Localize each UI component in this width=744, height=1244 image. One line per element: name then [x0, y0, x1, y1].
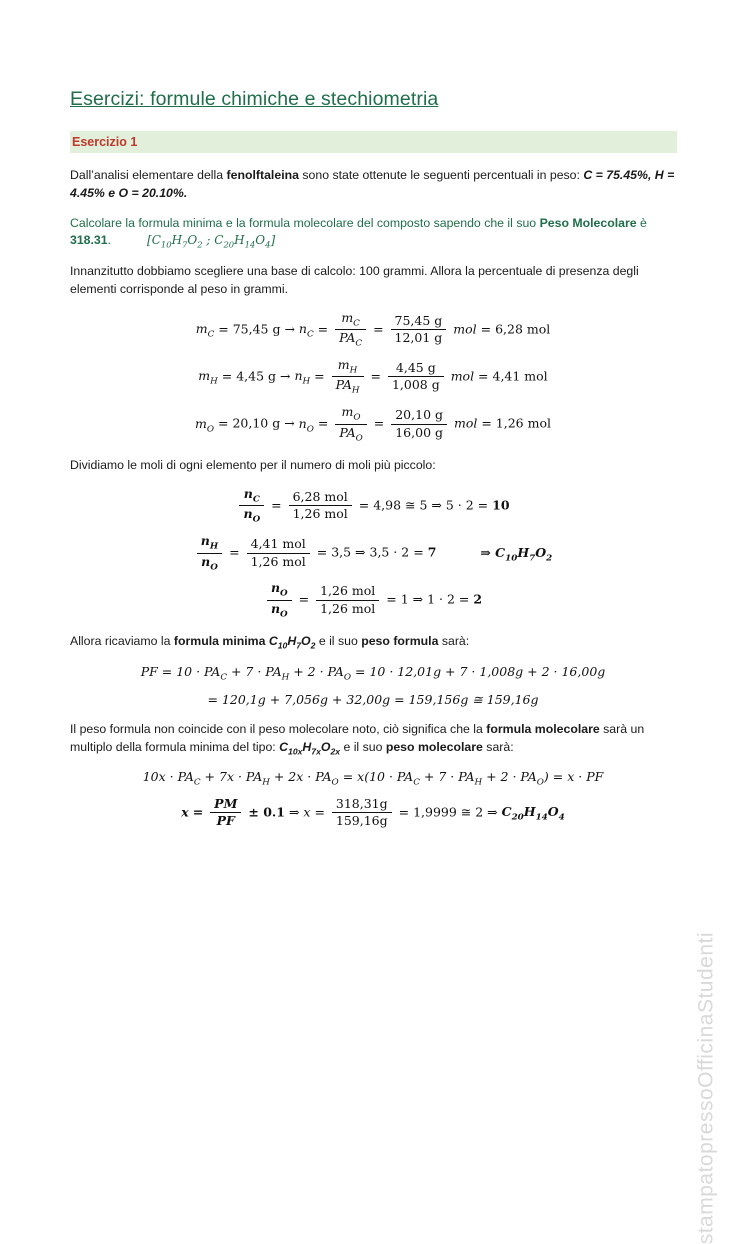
- ratio-note-h: ⇒ $C_{10}H_7O_2$: [480, 544, 553, 564]
- equation-pf-line1: PF = $10 \cdot PA_C + 7 \cdot PA_H + 2 \cdot PA_O = 10 \cdot 12,01g + 7 \cdot 1,008g + 2 \cdot 16,00g$: [140, 664, 606, 683]
- ratio-val-num-o: 1,26 mol: [316, 584, 379, 600]
- ratio-values-o: [316, 584, 379, 616]
- ratio-values-h: [247, 537, 310, 569]
- intro-text-1: Dall’analisi elementare della: [70, 168, 227, 182]
- molf-bold-peso-molecolare: peso molecolare: [385, 739, 483, 754]
- ratio-num-nh: $n_H$: [197, 534, 222, 554]
- equation-ratio-o: $\frac{n_O}{n_O}$ = $\frac{\text{1,26 mol}}{\text{1,26 mol}}$ = 1 ⇒ 1 · 2 = 2: [70, 581, 676, 619]
- x-tolerance: ± 0.1: [248, 804, 285, 820]
- molf-text-3: e il suo: [340, 739, 386, 754]
- eq-unit-c: mol: [453, 321, 477, 337]
- ratio-den-no: $n_O$: [243, 506, 261, 525]
- eq-frac-num-mo: $m_O$: [335, 405, 366, 425]
- paragraph-basis: Innanzitutto dobbiamo scegliere una base di calcolo: 100 grammi. Allora la percentuale di presenza degli elementi corrisponde al peso in grammi.: [70, 264, 639, 296]
- eq-unit-h: mol: [450, 368, 475, 384]
- x-value: 1,9999: [413, 804, 457, 820]
- mf-formula: $C_{10}H_7O_2$: [268, 634, 316, 651]
- ratio-result-h: 7: [427, 544, 437, 560]
- ratio-result-c: 10: [492, 497, 510, 513]
- intro-bold-fenolftaleina: fenolftaleina: [226, 168, 299, 182]
- paragraph-divide: Dividiamo le moli di ogni elemento per il numero di moli più piccolo:: [70, 458, 436, 473]
- question-bold-pm: Peso Molecolare: [539, 215, 637, 230]
- eq-num-c: 75,45 g: [391, 314, 447, 330]
- eq-result-o: 1,26 mol: [495, 415, 551, 431]
- equation-moles-c: $m_C = 75,45$ $g \to n_C$ = $\frac{m_C}{PA_C}$ = $\frac{75,45 g}{12,01 g}$ mol = 6,28 mol: [195, 309, 551, 349]
- x-den-pf: PF: [216, 813, 235, 829]
- paragraph-molecular-formula: [70, 721, 676, 758]
- ratio-values-c: [289, 490, 352, 522]
- ratio-den-no-2: $n_O$: [201, 553, 218, 573]
- equation-x-line1: $10x \cdot PA_C + 7x \cdot PA_H + 2x \cdot PA_O = x(10 \cdot PA_C + 7 \cdot PA_H + 2 \cdot PA_O) = x$ · PF: [142, 769, 604, 788]
- intro-percentages: C = 75.45%, H = 4.45% e O = 20.10%.: [70, 168, 675, 200]
- mf-text-1: Allora ricaviamo la: [70, 634, 174, 649]
- mf-bold-peso-formula: peso formula: [361, 634, 439, 649]
- x-approx: 2: [475, 804, 484, 820]
- eq-values-c: [391, 314, 447, 346]
- ratio-val-den-c: 1,26 mol: [292, 506, 348, 522]
- eq-den-c: 12,01 g: [394, 330, 443, 346]
- ratio-val-den-o: 1,26 mol: [320, 600, 376, 616]
- eq-num-h: 4,45 g: [388, 361, 444, 377]
- equation-group-moles: [70, 311, 676, 443]
- ratio-approx-h: 3,5 · 2 =: [369, 544, 424, 560]
- eq-mo-over-pao: [335, 405, 366, 443]
- x-symbol: x: [181, 804, 189, 820]
- x-num-pm: PM: [210, 797, 241, 813]
- eq-num-o: 20,10 g: [391, 408, 447, 424]
- eq-mc-symbol: $m_C$: [195, 321, 215, 340]
- mf-text-3: sarà:: [438, 634, 470, 649]
- x-val-den: 159,16g: [335, 813, 388, 829]
- eq-no-symbol: $n_O$: [298, 415, 314, 435]
- section-header: Esercizio 1: [70, 131, 677, 153]
- ratio-num-nc: $n_C$: [239, 487, 264, 507]
- question-text-3: .: [107, 233, 112, 248]
- eq-mh-symbol: $m_H$: [198, 368, 218, 387]
- molf-bold-formula-molecolare: formula molecolare: [486, 721, 600, 736]
- ratio-nh-no: [197, 534, 222, 572]
- eq-result-h: 4,41 mol: [492, 368, 548, 384]
- eq-mc-value: 75,45 g: [232, 321, 281, 337]
- equation-moles-h: $m_H = 4,45$ $g \to n_H$ = $\frac{m_H}{PA_H}$ = $\frac{4,45 g}{1,008 g}$ mol = 4,41 mol: [198, 356, 548, 396]
- equation-ratio-h: $\frac{n_H}{n_O}$ = $\frac{\text{4,41 mol}}{\text{1,26 mol}}$ = 3,5 ⇒ 3,5 · 2 = 7 ⇒ $C_{10}H_7O_2$: [70, 534, 676, 572]
- question-text-1: Calcolare la formula minima e la formula molecolare del composto sapendo che il suo: [70, 215, 540, 230]
- x-pm-over-pf: [210, 797, 241, 829]
- eq-mc-over-pac: [335, 311, 366, 349]
- answer-bracket: [$C_{10}H_7O_2$ ; $C_{20}H_{14}O_4$]: [147, 233, 276, 250]
- question-text-2: è: [636, 215, 647, 230]
- ratio-nc-no: [239, 487, 264, 525]
- equation-group-pf: [70, 664, 676, 707]
- watermark: stampatopressoOfficinaStudenti: [694, 932, 717, 1244]
- eq-mh-value: 4,45 g: [236, 368, 277, 384]
- molf-text-4: sarà:: [482, 739, 514, 754]
- eq-frac-num-mc: $m_C$: [335, 311, 366, 331]
- ratio-mult-c: 5 · 2 =: [445, 497, 489, 513]
- eq-nc-symbol: $n_C$: [298, 321, 314, 340]
- eq-values-o: [391, 408, 447, 440]
- ratio-no-no: [267, 581, 292, 619]
- paragraph-minimal-formula: [70, 633, 676, 652]
- ratio-value-o: 1: [400, 591, 409, 607]
- mf-text-2: e il suo: [315, 634, 362, 649]
- molf-formula: $C_{10x}H_{7x}O_{2x}$: [279, 739, 341, 756]
- eq-frac-den-pah: $PA_H$: [335, 377, 360, 396]
- eq-frac-den-pac: $PA_C$: [339, 330, 363, 349]
- eq-mh-over-pah: [332, 358, 364, 396]
- eq-mo-value: 20,10 g: [232, 415, 281, 431]
- equation-x-line2: x = $\frac{PM}{PF}$ ± 0.1 ⇒ x = $\frac{318,31g}{159,16g}$ = 1,9999 ≅ 2 ⇒ $C_{20}H_{14}O_4$: [181, 795, 565, 829]
- eq-result-c: 6,28 mol: [495, 321, 551, 337]
- page-title: Esercizi: formule chimiche e stechiometria: [70, 88, 439, 110]
- paragraph-question: [70, 215, 676, 251]
- ratio-approx-c: 5: [419, 497, 428, 513]
- ratio-result-o: 2: [473, 591, 483, 607]
- eq-mo-symbol: $m_O$: [195, 415, 215, 435]
- eq-frac-num-mh: $m_H$: [332, 358, 364, 378]
- equation-ratio-c: $\frac{n_C}{n_O}$ = $\frac{\text{6,28 mol}}{\text{1,26 mol}}$ = 4,98 ≅ 5 ⇒ 5 · 2 = 10: [70, 487, 676, 525]
- eq-values-h: [388, 361, 444, 393]
- x-val-num: 318,31g: [332, 797, 392, 813]
- ratio-value-c: 4,98: [373, 497, 402, 513]
- ratio-num-no: $n_O$: [267, 581, 292, 601]
- x-final-formula: $C_{20}H_{14}O_4$: [501, 804, 565, 823]
- eq-den-h: 1,008 g: [391, 377, 440, 393]
- question-pm-value: 318.31: [70, 233, 108, 248]
- molf-text-2: sarà un multiplo della formula minima del tipo:: [70, 721, 645, 754]
- ratio-approx-o: 1 · 2 =: [427, 591, 470, 607]
- ratio-val-den-h: 1,26 mol: [250, 553, 306, 569]
- equation-group-ratios: [70, 487, 676, 619]
- eq-frac-den-pao: $PA_O$: [339, 424, 363, 444]
- eq-unit-o: mol: [453, 415, 478, 431]
- ratio-den-no-3: $n_O$: [270, 600, 288, 620]
- equation-pf-line2: = 120,1g + 7,056g + 32,00g = 159,156g ≅ 159,16g: [207, 691, 539, 707]
- equation-moles-o: $m_O = 20,10$ $g \to n_O$ = $\frac{m_O}{PA_O}$ = $\frac{20,10 g}{16,00 g}$ mol = 1,26 mol: [195, 403, 551, 444]
- mf-bold-formula-minima: formula minima: [173, 634, 266, 649]
- intro-text-2: sono state ottenute le seguenti percentuali in peso:: [298, 168, 584, 182]
- ratio-value-h: 3,5: [331, 544, 352, 560]
- x-values: [332, 797, 392, 829]
- eq-nh-symbol: $n_H$: [294, 368, 311, 387]
- molf-text-1: Il peso formula non coincide con il peso molecolare noto, ciò significa che la: [70, 721, 487, 736]
- equation-group-x: [70, 769, 676, 828]
- ratio-val-num-c: 6,28 mol: [289, 490, 352, 506]
- ratio-val-num-h: 4,41 mol: [247, 537, 310, 553]
- eq-den-o: 16,00 g: [395, 424, 443, 440]
- paragraph-intro: [70, 167, 676, 203]
